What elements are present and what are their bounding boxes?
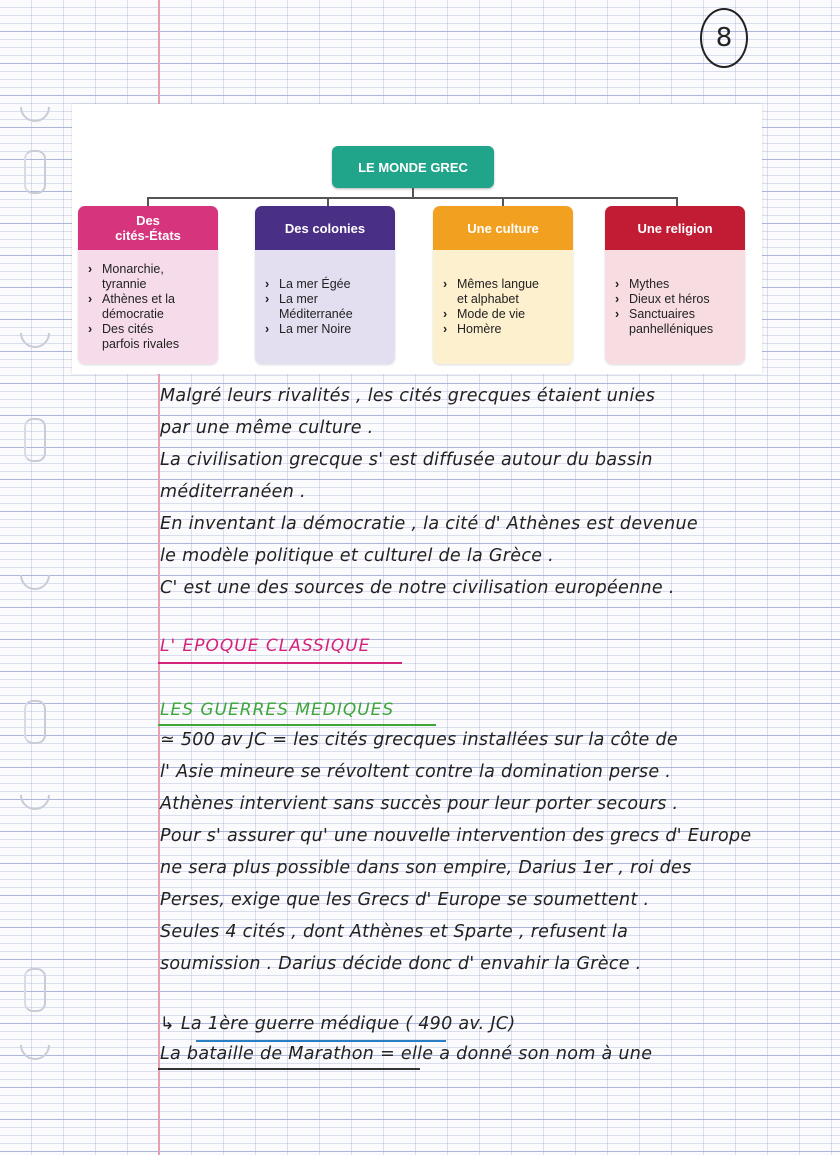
greek-world-diagram [72,104,762,374]
binder-hole [24,700,46,744]
binder-hole [24,150,46,194]
section-heading-median-wars: LES GUERRES MEDIQUES [160,700,395,720]
branch-item-text: Athènes et la démocratie [102,292,175,321]
diagram-branch-box [605,206,745,364]
chevron-right-icon: › [443,322,448,336]
battle-line [160,1044,652,1064]
diagram-branch-box [433,206,573,364]
binder-hole [14,774,56,816]
branch-item [615,307,737,337]
branch-item [88,292,210,322]
branch-item-text: La mer Méditerranée [279,292,353,321]
war-line [160,1014,515,1034]
branch-title: Des cités-États [78,206,218,250]
battle-text: = elle a donné son nom à une [380,1044,653,1064]
branch-item [443,322,565,337]
branch-item [443,307,565,322]
chevron-right-icon: › [615,292,620,306]
branch-item [265,277,387,292]
branch-item-text: Homère [457,322,502,336]
chevron-right-icon: › [265,292,270,306]
note-line: Malgré leurs rivalités , les cités grecques étaient unies [160,386,656,406]
note-line: C' est une des sources de notre civilisation européenne . [160,578,675,598]
branch-item [443,277,565,307]
note-line: l' Asie mineure se révoltent contre la domination perse . [160,762,672,782]
diagram-root-node: LE MONDE GREC [332,146,494,188]
branch-items [433,250,573,364]
branch-title: Des colonies [255,206,395,250]
arrow-icon: ↳ [160,1014,175,1034]
branch-items [78,250,218,364]
branch-item [265,292,387,322]
section-heading-classical: L' EPOQUE CLASSIQUE [160,636,371,656]
battle-underline [158,1068,420,1070]
binder-hole [14,554,56,596]
branch-title: Une religion [605,206,745,250]
branch-item [88,322,210,352]
note-line: Pour s' assurer qu' une nouvelle intervention des grecs d' Europe [160,826,752,846]
branch-item-text: Sanctuaires panhelléniques [629,307,714,336]
binder-hole [14,86,56,128]
branch-item [615,292,737,307]
note-line: Athènes intervient sans succès pour leur porter secours . [160,794,679,814]
branch-title: Une culture [433,206,573,250]
chevron-right-icon: › [443,307,448,321]
connector-line [147,197,677,199]
branch-item-text: Des cités parfois rivales [102,322,180,351]
branch-item-text: Mode de vie [457,307,526,321]
chevron-right-icon: › [443,277,448,291]
branch-items [255,250,395,364]
note-line: le modèle politique et culturel de la Grèce . [160,546,555,566]
war-date: ( 490 av. JC) [405,1014,516,1034]
note-line: ≃ 500 av JC = les cités grecques installées sur la côte de [160,730,678,750]
branch-item [88,262,210,292]
note-line: La civilisation grecque s' est diffusée autour du bassin [160,450,653,470]
diagram-branch-box [78,206,218,364]
heading-underline [158,662,402,664]
heading-underline [158,724,436,726]
war-title-underline [196,1040,446,1042]
binder-hole [14,1024,56,1066]
branch-items [605,250,745,364]
chevron-right-icon: › [265,277,270,291]
branch-item-text: Dieux et héros [629,292,710,306]
page-number: 8 [700,8,748,68]
note-line: méditerranéen . [160,482,306,502]
branch-item-text: Monarchie, tyrannie [102,262,164,291]
note-line: Seules 4 cités , dont Athènes et Sparte , refusent la [160,922,629,942]
chevron-right-icon: › [615,277,620,291]
binder-hole [24,418,46,462]
branch-item-text: La mer Égée [279,277,351,291]
note-line: soumission . Darius décide donc d' envahir la Grèce . [160,954,642,974]
diagram-branch-box [255,206,395,364]
branch-item-text: La mer Noire [279,322,352,336]
battle-label: La bataille de Marathon [160,1044,375,1064]
branch-item [265,322,387,337]
chevron-right-icon: › [88,322,93,336]
note-line: par une même culture . [160,418,374,438]
chevron-right-icon: › [265,322,270,336]
note-line: En inventant la démocratie , la cité d' Athènes est devenue [160,514,698,534]
note-line: ne sera plus possible dans son empire, Darius 1er , roi des [160,858,692,878]
branch-item-text: Mêmes langue et alphabet [457,277,539,306]
war-title: La 1ère guerre médique [180,1014,400,1034]
branch-item-text: Mythes [629,277,670,291]
chevron-right-icon: › [88,292,93,306]
binder-hole [14,312,56,354]
branch-item [615,277,737,292]
note-line: Perses, exige que les Grecs d' Europe se soumettent . [160,890,650,910]
chevron-right-icon: › [88,262,93,276]
binder-hole [24,968,46,1012]
chevron-right-icon: › [615,307,620,321]
